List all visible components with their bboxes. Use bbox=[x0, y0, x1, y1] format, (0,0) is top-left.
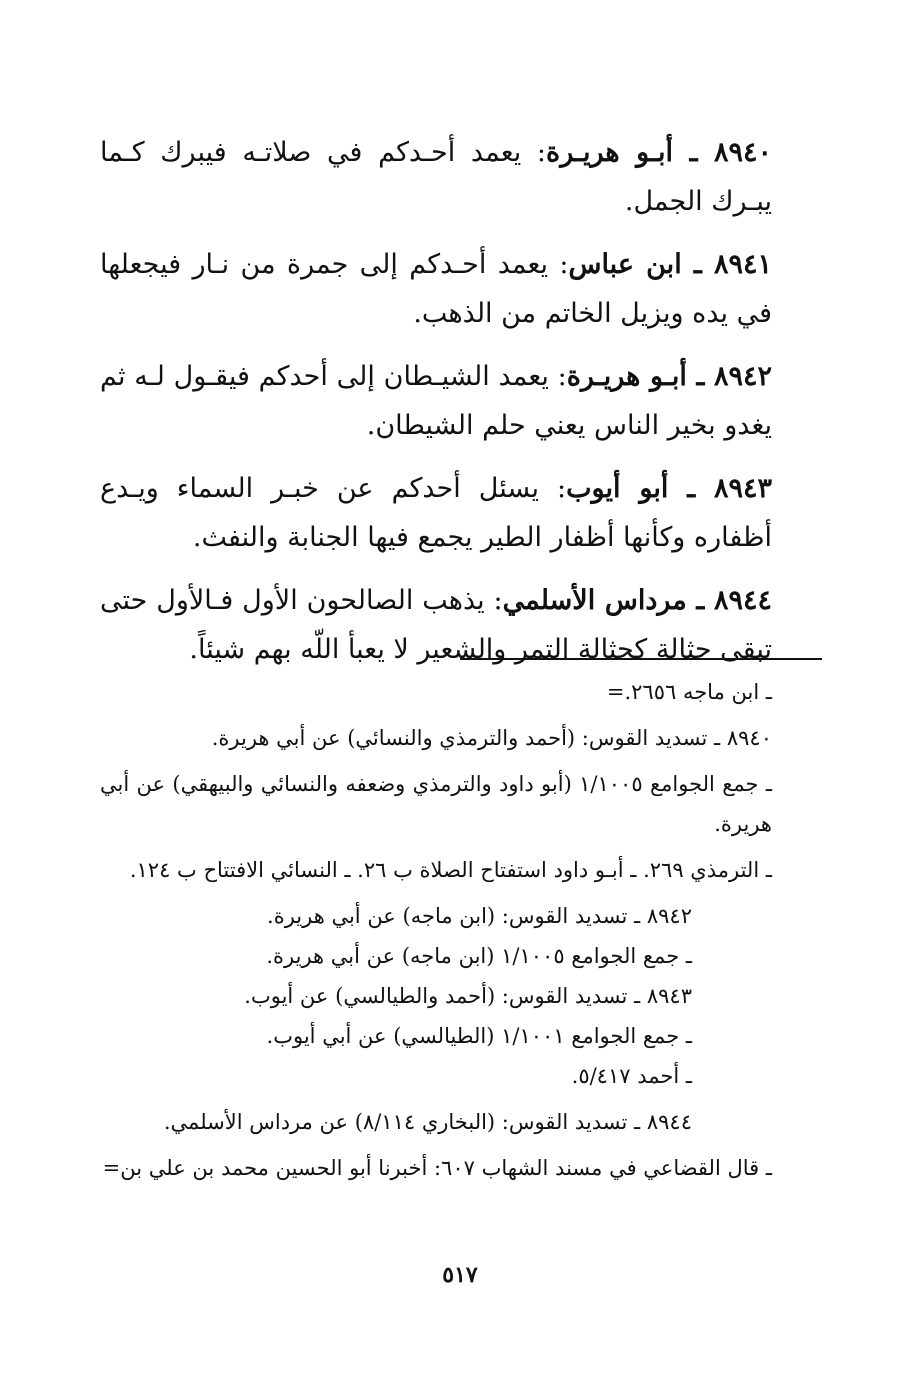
footnote-line: ٨٩٤٠ ـ تسديد القوس: (أحمد والترمذي والنسائي) عن أبي هريرة. bbox=[211, 726, 772, 750]
entry-text: : يعمد الشيـطان إلى أحدكم فيقـول لـه ثم يغدو بخير الناس يعني حلم الشيطان. bbox=[100, 361, 772, 441]
footnote-line: ـ قال القضاعي في مسند الشهاب ٦٠٧: أخبرنا أبو الحسين محمد بن علي بن= bbox=[102, 1156, 772, 1180]
entry-text: : يذهب الصالحون الأول فـالأول حتى تبقى حثالة كحثالة التمر والشعير لا يعبأ اللّه بهم شيئاً. bbox=[100, 585, 772, 665]
entry-8941 bbox=[100, 240, 772, 338]
footnote-line: ٨٩٤٣ ـ تسديد القوس: (أحمد والطيالسي) عن أيوب. bbox=[244, 984, 692, 1008]
entry-text: : يعمد أحـدكم إلى جمرة من نـار فيجعلها في يده ويزيل الخاتم من الذهب. bbox=[100, 249, 772, 329]
entry-narrator: ٨٩٤٣ ـ أبو أيوب bbox=[566, 473, 772, 504]
entry-8943 bbox=[100, 464, 772, 562]
page-number: ٥١٧ bbox=[442, 1262, 478, 1288]
entry-narrator: ٨٩٤٤ ـ مرداس الأسلمي bbox=[502, 585, 772, 616]
entry-narrator: ٨٩٤١ ـ ابن عباس bbox=[568, 249, 772, 280]
footnote-line: ـ جمع الجوامع ١/١٠٠٥ (أبو داود والترمذي وضعفه والنسائي والبيهقي) عن أبي هريرة. bbox=[100, 772, 773, 836]
footnote-line: ـ جمع الجوامع ١/١٠٠٥ (ابن ماجه) عن أبي هريرة. bbox=[266, 944, 692, 968]
footnote-line: ـ الترمذي ٢٦٩. ـ أبـو داود استفتاح الصلاة ب ٢٦. ـ النسائي الافتتاح ب ١٢٤. bbox=[129, 858, 772, 882]
footnote-line: ٨٩٤٢ ـ تسديد القوس: (ابن ماجه) عن أبي هريرة. bbox=[267, 904, 692, 928]
footnote-text: ـ ابن ماجه ٢٦٥٦. bbox=[624, 680, 772, 704]
footnote-line: ـ أحمد ٥/٤١٧. bbox=[571, 1064, 692, 1088]
entry-8942 bbox=[100, 352, 772, 450]
entry-narrator: ٨٩٤٢ ـ أبـو هريـرة bbox=[566, 361, 773, 392]
footnote-line: ـ جمع الجوامع ١/١٠٠١ (الطيالسي) عن أبي أيوب. bbox=[266, 1024, 692, 1048]
footnote-line: ٨٩٤٤ ـ تسديد القوس: (البخاري ٨/١١٤) عن مرداس الأسلمي. bbox=[163, 1110, 692, 1134]
entry-text: : يعمد أحـدكم في صلاتـه فيبرك كـما يبـرك الجمل. bbox=[100, 137, 772, 217]
entry-8940 bbox=[100, 128, 772, 226]
continuation-mark: = bbox=[606, 680, 625, 704]
entry-text: : يسئل أحدكم عن خبـر السماء ويـدع أظفاره وكأنها أظفار الطير يجمع فيها الجنابة والنفث. bbox=[100, 473, 772, 553]
footnotes bbox=[100, 672, 772, 1194]
footnote-line bbox=[100, 672, 772, 712]
footnote-divider bbox=[460, 658, 822, 660]
main-text bbox=[100, 128, 772, 688]
entry-narrator: ٨٩٤٠ ـ أبـو هريـرة bbox=[546, 137, 773, 168]
